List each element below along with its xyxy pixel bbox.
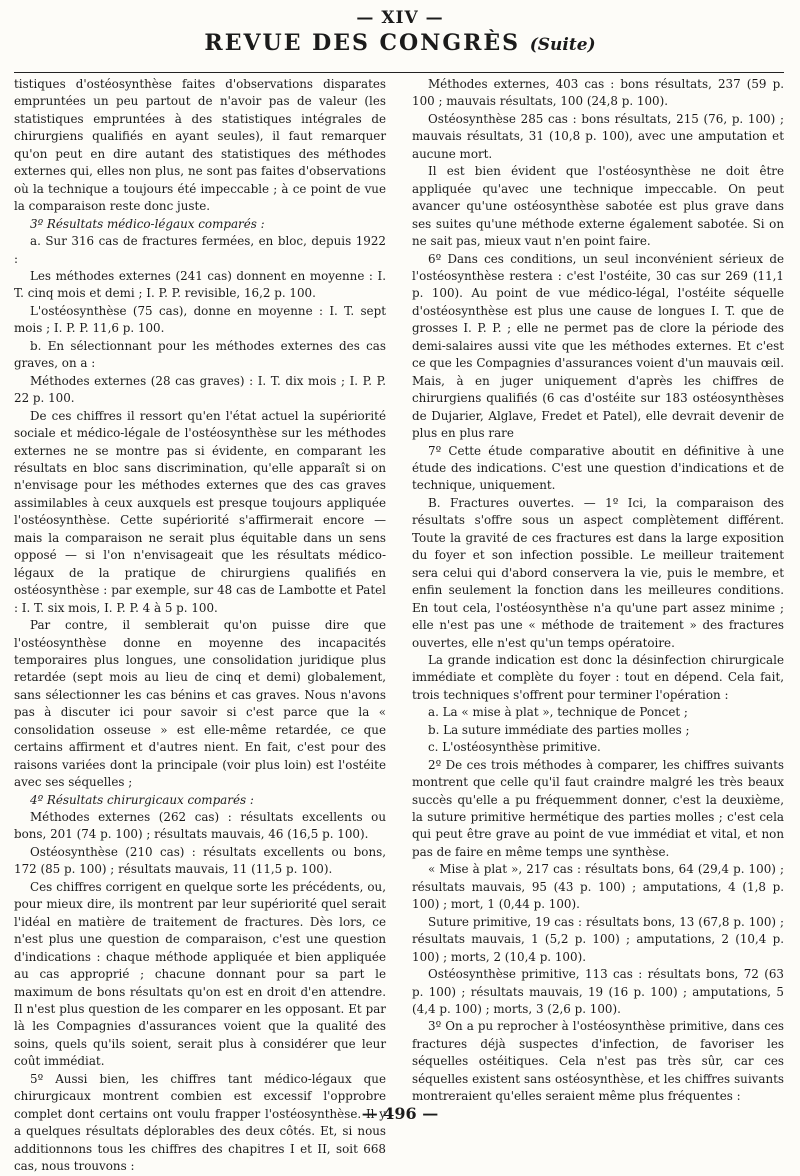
journal-title bbox=[0, 30, 800, 56]
paragraph: tistiques d'ostéosynthèse faites d'observations disparates empruntées un peu partout de n'avoir pas de valeur (les statistiques empruntées à des statistiques intégrales de chirurgiens qualifiés en ayant seules), il faut remarquer qu'on peut en dire autant des statistiques des méthodes externes qui, elles non plus, ne sont pas faites d'observations où la technique a toujours été impeccable ; à ce point de vue la comparaison reste donc juste. bbox=[14, 77, 386, 214]
paragraph: Méthodes externes (28 cas graves) : I. T. dix mois ; I. P. P. 22 p. 100. bbox=[14, 373, 386, 406]
paragraph: De ces chiffres il ressort qu'en l'état actuel la supériorité sociale et médico-légale de l'ostéosynthèse sur les méthodes externes ne se montre pas si évidente, en comparant les résultats en bloc sans discrimination, qu'elle apparaît si on n'envisage pour les méthodes externes que des cas graves assimilables à ceux auxquels est presque toujours appliquée l'ostéosynthèse. Cette supériorité s'affirmerait encore — mais la comparaison ne serait plus équitable dans un sens opposé — si l'on n'envisageait que les résultats médico-légaux de la pratique de chirurgiens qualifiés en ostéosynthèse : par exemple, sur 48 cas de Lambotte et Patel : I. T. six mois, I. P. P. 4 à 5 p. 100. bbox=[14, 408, 386, 615]
left-column bbox=[14, 76, 386, 1174]
page-number: — 496 — bbox=[361, 1104, 439, 1123]
paragraph: La grande indication est donc la désinfection chirurgicale immédiate et complète du foyer : tout en dépend. Cela fait, trois techniques s'offrent pour terminer l'opération : bbox=[412, 652, 784, 702]
section-heading: 4º Résultats chirurgicaux comparés : bbox=[30, 792, 254, 807]
paragraph: Par contre, il semblerait qu'on puisse dire que l'ostéosynthèse donne en moyenne des incapacités temporaires plus longues, une consolidation juridique plus retardée (sept mois au lieu de cinq et demi) globalement, sans sélectionner les cas bénins et cas graves. Nous n'avons pas à discuter ici pour savoir si c'est parce que la « consolidation osseuse » est elle-même retardée, ce que certains affirment et d'autres nient. En fait, c'est pour des raisons variées dont la principale (voir plus loin) est l'ostéite avec ses séquelles ; bbox=[14, 618, 386, 790]
title-suffix: (Suite) bbox=[529, 35, 596, 55]
title-text: REVUE DES CONGRÈS bbox=[204, 30, 521, 56]
paragraph: B. Fractures ouvertes. — 1º Ici, la comparaison des résultats s'offre sous un aspect complètement différent. Toute la gravité de ces fractures est dans la large exposition du foyer et son infection possible. Le meilleur traitement sera celui qui d'abord conservera la vie, puis le membre, et enfin seulement la fonction dans les meilleures conditions. En tout cela, l'ostéosynthèse n'a qu'une part assez minime ; elle n'est pas une « méthode de traitement » des fractures ouvertes, elle n'est qu'un temps opératoire. bbox=[412, 495, 784, 650]
paragraph: 7º Cette étude comparative aboutit en définitive à une étude des indications. C'est une question d'indications et de technique, uniquement. bbox=[412, 443, 784, 493]
paragraph: Méthodes externes (262 cas) : résultats excellents ou bons, 201 (74 p. 100) ; résultats mauvais, 46 (16,5 p. 100). bbox=[14, 810, 386, 842]
paragraph: b. En sélectionnant pour les méthodes externes des cas graves, on a : bbox=[14, 338, 386, 371]
paragraph: Méthodes externes, 403 cas : bons résultats, 237 (59 p. 100 ; mauvais résultats, 100 (24,8 p. 100). bbox=[412, 77, 784, 109]
paragraph: Ostéosynthèse primitive, 113 cas : résultats bons, 72 (63 p. 100) ; résultats mauvais, 19 (16 p. 100) ; amputations, 5 (4,4 p. 100) ; morts, 3 (2,6 p. 100). bbox=[412, 967, 784, 1017]
paragraph: 2º De ces trois méthodes à comparer, les chiffres suivants montrent que celle qu'il faut craindre malgré les très beaux succès qu'elle a pu fréquemment donner, c'est la deuxième, la suture primitive hermétique des parties molles ; c'est cela qui peut être grave au point de vue immédiat et vital, et non pas de faire en même temps une synthèse. bbox=[412, 757, 784, 859]
list-item: b. La suture immédiate des parties molles ; bbox=[428, 722, 690, 737]
paragraph: « Mise à plat », 217 cas : résultats bons, 64 (29,4 p. 100) ; résultats mauvais, 95 (43 p. 100) ; amputations, 4 (1,8 p. 100) ; mort, 1 (0,44 p. 100). bbox=[412, 862, 784, 912]
list-item: a. La « mise à plat », technique de Poncet ; bbox=[428, 705, 688, 720]
paragraph: Ostéosynthèse (210 cas) : résultats excellents ou bons, 172 (85 p. 100) ; résultats mauvais, 11 (11,5 p. 100). bbox=[14, 844, 386, 877]
section-heading: 3º Résultats médico-légaux comparés : bbox=[30, 216, 265, 231]
paragraph: L'ostéosynthèse (75 cas), donne en moyenne : I. T. sept mois ; I. P. P. 11,6 p. 100. bbox=[14, 303, 386, 336]
paragraph: Les méthodes externes (241 cas) donnent en moyenne : I. T. cinq mois et demi ; I. P. P. revisible, 16,2 p. 100. bbox=[14, 268, 386, 301]
list-item: c. L'ostéosynthèse primitive. bbox=[428, 740, 601, 755]
paragraph: 3º On a pu reprocher à l'ostéosynthèse primitive, dans ces fractures déjà suspectes d'infection, de favoriser les séquelles ostéitiques. Cela n'est pas très sûr, car ces séquelles existent sans ostéosynthèse, et les chiffres suivants montreraient qu'elles seraient même plus fréquentes : bbox=[412, 1019, 784, 1104]
paragraph: Suture primitive, 19 cas : résultats bons, 13 (67,8 p. 100) ; résultats mauvais, 1 (5,2 p. 100) ; amputations, 2 (10,4 p. 100) ; morts, 2 (10,4 p. 100). bbox=[412, 914, 784, 964]
paragraph: 6º Dans ces conditions, un seul inconvénient sérieux de l'ostéosynthèse restera : c'est l'ostéite, 30 cas sur 269 (11,1 p. 100). Au point de vue médico-légal, l'ostéite séquelle d'ostéosynthèse est plus une cause de longues I. T. que de grosses I. P. P. ; elle ne permet pas de clore la période des demi-salaires aussi vite que les méthodes externes. Et c'est ce que les Compagnies d'assurances voient d'un mauvais œil. Mais, à en juger uniquement d'après les chiffres de chirurgiens qualifiés (6 cas d'ostéite sur 183 ostéosynthèses de Dujarier, Alglave, Fredet et Patel), elle devrait devenir de plus en plus rare bbox=[412, 251, 784, 441]
paragraph: Il est bien évident que l'ostéosynthèse ne doit être appliquée qu'avec une technique impeccable. On peut avancer qu'une ostéosynthèse sabotée est plus grave dans ses suites qu'une méthode externe également sabotée. Si on ne sait pas, mieux vaut n'en point faire. bbox=[412, 164, 784, 249]
paragraph: Ostéosynthèse 285 cas : bons résultats, 215 (76, p. 100) ; mauvais résultats, 31 (10,8 p. 100), avec une amputation et aucune mort. bbox=[412, 111, 784, 161]
paragraph: a. Sur 316 cas de fractures fermées, en bloc, depuis 1922 : bbox=[14, 234, 386, 266]
paragraph: Ces chiffres corrigent en quelque sorte les précédents, ou, pour mieux dire, ils montrent par leur supériorité quel serait l'idéal en matière de traitement de fractures. Dès lors, ce n'est plus une question de comparaison, c'est une question d'indications : chaque méthode appliquée et bien appliquée au cas approprié ; chacune donnant pour sa part le maximum de bons résultats qu'on est en droit d'en attendre. Il n'est plus question de les comparer en les opposant. Et par là les Compagnies d'assurances voient que la qualité des soins, quels qu'ils soient, serait plus à considérer que leur coût immédiat. bbox=[14, 879, 386, 1069]
page-header bbox=[0, 8, 800, 56]
paragraph: 5º Aussi bien, les chiffres tant médico-légaux que chirurgicaux montrent combien est excessif l'opprobre complet dont certains ont voulu frapper l'ostéosynthèse. Il y a quelques résultats déplorables des deux côtés. Et, si nous additionnons tous les chiffres des chapitres I et II, soit 668 cas, nous trouvons : bbox=[14, 1071, 386, 1174]
roman-folio: — XIV — bbox=[356, 8, 444, 28]
right-column bbox=[412, 76, 784, 1104]
header-rule bbox=[14, 72, 784, 73]
